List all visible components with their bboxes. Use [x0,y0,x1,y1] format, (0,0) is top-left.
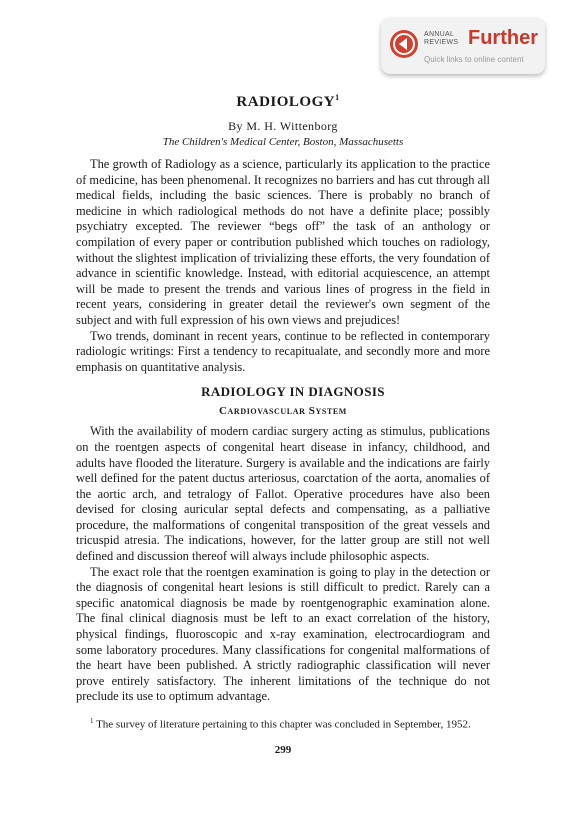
title-footnote-mark: 1 [335,93,340,102]
footnote-mark: 1 [90,717,94,725]
author-affiliation: The Children's Medical Center, Boston, Massachusetts [162,136,404,148]
footnote-text: The survey of literature pertaining to this chapter was concluded in September, 1952. [96,718,471,731]
subsection-heading: Cardiovascular System [219,405,347,418]
badge-further-title: Further [468,27,538,49]
article-title-text: RADIOLOGY [236,94,336,110]
intro-paragraph-1: The growth of Radiology as a science, particularly its application to the practice of medicine, has been phenomenal. It recognizes no barriers and has cut through all medical fields, including the basic sciences. There is probably no branch of medicine in which radiological methods do not have a definite place; possibly psychiatry excepted. The reviewer “begs off” the task of an anthology or compilation of every paper or contribution published which touches on radiology, without the slightest implication of trivializing these efforts, the very foundation of advance in scientific knowledge. Instead, with editorial acquiescence, an attempt will be made to present the trends and various lines of progress in the field in recent years, considering in greater detail the reviewer's own segment of the subject and with full expression of his own views and prejudices! [76,157,490,327]
intro-paragraph-2: Two trends, dominant in recent years, continue to be reflected in contemporary radiologic writings: First a tendency to recapitualate, and secondly more and more emphasis on quantitative analysis. [76,328,490,374]
page-number: 299 [274,743,292,756]
further-arrow-icon [390,30,418,58]
badge-line-reviews: REVIEWS [424,39,459,46]
annual-reviews-further-badge[interactable] [381,18,545,74]
section-heading: RADIOLOGY IN DIAGNOSIS [201,384,385,400]
author-byline: By M. H. Wittenborg [228,119,338,133]
article-title [86,88,490,112]
badge-publisher-label [424,31,464,47]
footnote [76,714,490,732]
badge-tagline: Quick links to online content [424,55,524,64]
section-paragraph-2: The exact role that the roentgen examination is going to play in the detection or the diagnosis of congenital heart lesions is still difficult to predict. Rarely can a specific anatomical diagnosis be made by roentgenographic examination alone. The final clinical diagnosis must be left to an exact correlation of the history, physical findings, fluoroscopic and x-ray examination, electrocardiogram and some laboratory procedures. Many classifications for congenital malformations of the heart have been published. A strictly radiographic classification will never prove entirely satisfactory. The inherent limitations of the technique do not preclude its use to optimum advantage. [76,564,490,704]
section-paragraph-1: With the availability of modern cardiac surgery acting as stimulus, publications on the roentgen aspects of congenital heart disease in infancy, childhood, and adults have flooded the literature. Surgery is available and the indications are fairly well defined for the patent ductus arteriosus, coarctation of the aorta, anomalies of the aortic arch, and tetralogy of Fallot. Operative procedures have also been devised for closing auricular septal defects and compensating, as a palliative procedure, the malformations of congenital transposition of the great vessels and tricuspid atresia. The indications, however, for the latter group are still not well defined and discussion thereof will always include philosophic aspects. [76,424,490,564]
badge-line-annual: ANNUAL [424,31,455,38]
article-page [76,88,490,756]
